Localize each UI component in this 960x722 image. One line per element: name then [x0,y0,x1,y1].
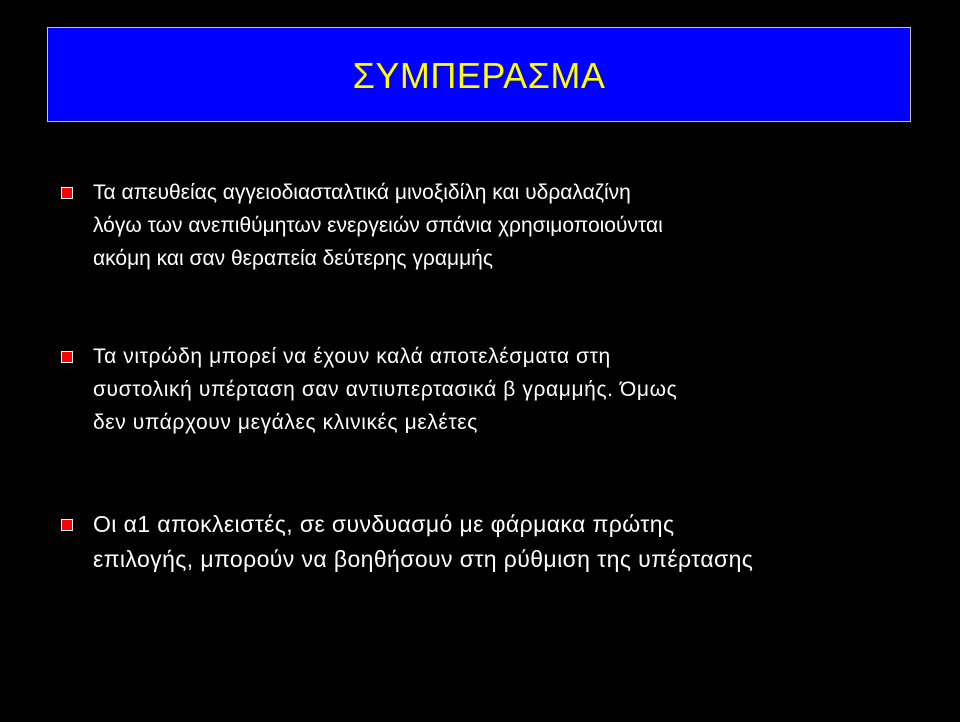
red-square-bullet-icon [61,187,73,199]
red-square-bullet-icon [61,519,73,531]
bullet-3-line-1: Οι α1 αποκλειστές, σε συνδυασμό με φάρμακα πρώτης [93,511,675,537]
bullet-text-1 [93,176,663,275]
bullet-2-line-2: συστολική υπέρταση σαν αντιυπερτασικά β γραμμής. Όμως [93,378,678,401]
bullet-text-2 [93,340,677,439]
bullet-text-3 [93,507,753,577]
bullet-2-line-1: Τα νιτρώδη μπορεί να έχουν καλά αποτελέσματα στη [93,345,611,368]
bullet-2-line-3: δεν υπάρχουν μεγάλες κλινικές μελέτες [93,411,478,434]
bullet-1-line-2: λόγω των ανεπιθύμητων ενεργειών σπάνια χρησιμοποιούνται [93,214,663,237]
title-banner [47,27,911,122]
bullet-1-line-3: ακόμη και σαν θεραπεία δεύτερης γραμμής [93,247,493,270]
red-square-bullet-icon [61,351,73,363]
bullet-3-line-2: επιλογής, μπορούν να βοηθήσουν στη ρύθμιση της υπέρτασης [93,546,754,572]
bullet-1-line-1: Τα απευθείας αγγειοδιασταλτικά μινοξιδίλη και υδραλαζίνη [93,181,631,204]
slide-title: ΣΥΜΠΕΡΑΣΜΑ [352,54,606,96]
